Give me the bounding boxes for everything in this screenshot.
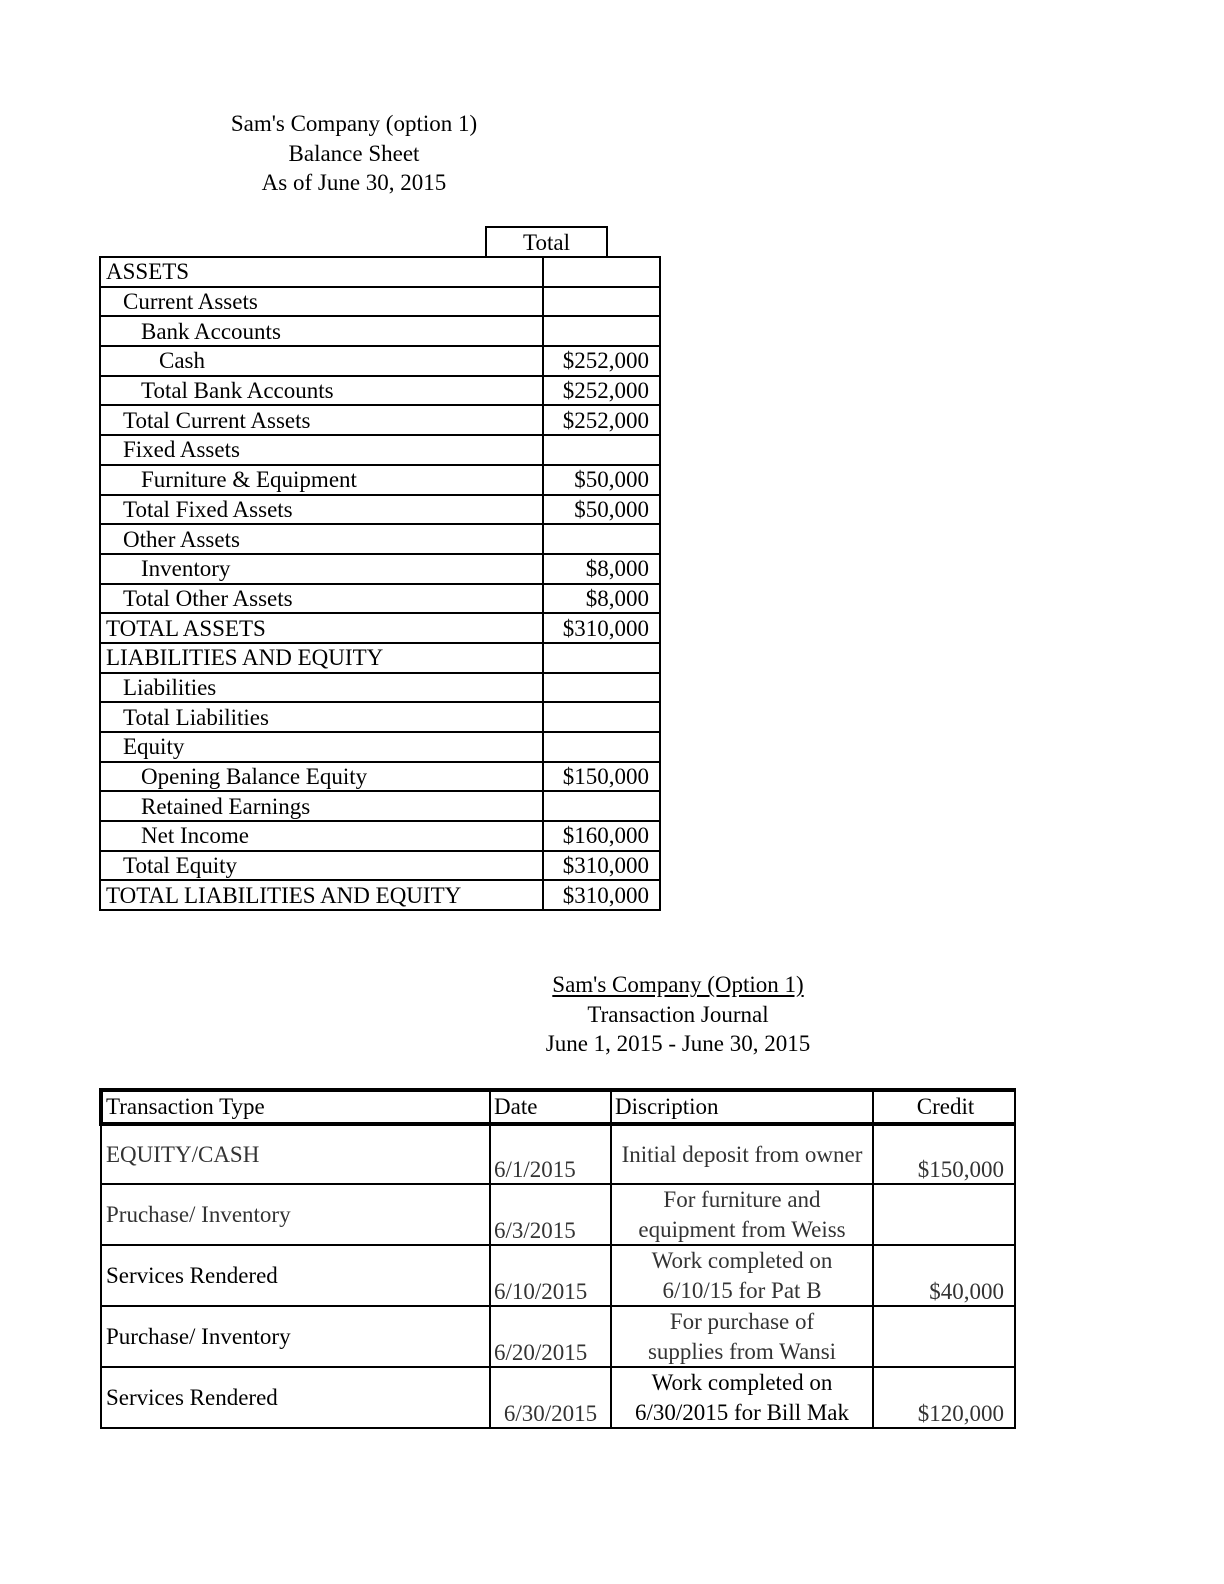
table-row: [100, 732, 660, 762]
table-row: [100, 702, 660, 732]
cell-transaction-type: Pruchase/ Inventory: [101, 1184, 490, 1245]
row-amount: [543, 435, 660, 465]
cell-date: 6/3/2015: [490, 1184, 611, 1245]
table-row: [100, 821, 660, 851]
table-row: [100, 435, 660, 465]
cell-credit: $150,000: [873, 1124, 1015, 1184]
header-date: Date: [490, 1090, 611, 1124]
table-row: [101, 1184, 1015, 1245]
cell-date: 6/30/2015: [490, 1367, 611, 1428]
description-line: Work completed on: [651, 1370, 833, 1395]
row-amount: $150,000: [543, 762, 660, 792]
table-row: [100, 643, 660, 673]
table-row: [100, 465, 660, 495]
table-row: [100, 316, 660, 346]
header-credit: Credit: [873, 1090, 1015, 1124]
cell-description: [611, 1124, 873, 1184]
cell-date: 6/10/2015: [490, 1245, 611, 1306]
description-line: Work completed on: [651, 1248, 833, 1273]
cell-description: [611, 1184, 873, 1245]
table-row: [100, 376, 660, 406]
row-label: Current Assets: [100, 287, 543, 317]
balance-sheet-report-name: Balance Sheet: [288, 140, 420, 166]
cell-date: 6/20/2015: [490, 1306, 611, 1367]
row-amount: $160,000: [543, 821, 660, 851]
cell-description: [611, 1367, 873, 1428]
row-label: Bank Accounts: [100, 316, 543, 346]
row-amount: [543, 732, 660, 762]
table-row: [100, 524, 660, 554]
row-label: Total Current Assets: [100, 405, 543, 435]
row-amount: $8,000: [543, 584, 660, 614]
table-row: [101, 1124, 1015, 1184]
row-label: Furniture & Equipment: [100, 465, 543, 495]
header-description: Discription: [611, 1090, 873, 1124]
row-label: Fixed Assets: [100, 435, 543, 465]
row-label: Cash: [100, 346, 543, 376]
cell-credit: [873, 1184, 1015, 1245]
journal-title-block: [478, 970, 878, 1059]
row-amount: $50,000: [543, 465, 660, 495]
table-row: [101, 1367, 1015, 1428]
row-label: Total Other Assets: [100, 584, 543, 614]
transaction-journal-table: [99, 1088, 1016, 1429]
row-label: Total Fixed Assets: [100, 495, 543, 525]
row-amount: $252,000: [543, 405, 660, 435]
row-amount: [543, 702, 660, 732]
cell-description: [611, 1245, 873, 1306]
row-amount: $252,000: [543, 346, 660, 376]
row-amount: $310,000: [543, 613, 660, 643]
row-label: ASSETS: [100, 257, 543, 287]
cell-transaction-type: Purchase/ Inventory: [101, 1306, 490, 1367]
row-label: TOTAL ASSETS: [100, 613, 543, 643]
description-line: equipment from Weiss: [638, 1216, 846, 1242]
row-amount: [543, 524, 660, 554]
description-line: 6/30/2015 for Bill Mak: [634, 1399, 850, 1425]
description-line: For purchase of: [669, 1309, 815, 1334]
cell-transaction-type: EQUITY/CASH: [101, 1124, 490, 1184]
row-amount: $252,000: [543, 376, 660, 406]
row-amount: $310,000: [543, 851, 660, 881]
cell-description: [611, 1306, 873, 1367]
description-line: 6/10/15 for Pat B: [662, 1277, 822, 1303]
table-row: [100, 791, 660, 821]
table-row: [100, 495, 660, 525]
row-label: Liabilities: [100, 673, 543, 703]
table-row: [100, 287, 660, 317]
balance-sheet-table: [99, 256, 661, 911]
balance-sheet-date: As of June 30, 2015: [261, 170, 447, 195]
row-label: Total Liabilities: [100, 702, 543, 732]
table-row: [101, 1245, 1015, 1306]
journal-report-name: Transaction Journal: [587, 1001, 769, 1027]
row-amount: [543, 316, 660, 346]
journal-company: Sam's Company (Option 1): [552, 972, 804, 997]
cell-credit: $120,000: [873, 1367, 1015, 1428]
balance-sheet-total-header: Total: [485, 226, 608, 256]
journal-period: June 1, 2015 - June 30, 2015: [545, 1031, 811, 1056]
cell-date: 6/1/2015: [490, 1124, 611, 1184]
cell-transaction-type: Services Rendered: [101, 1367, 490, 1428]
table-row: [100, 880, 660, 910]
cell-credit: [873, 1306, 1015, 1367]
table-header-row: [101, 1090, 1015, 1124]
row-amount: [543, 673, 660, 703]
row-label: Net Income: [100, 821, 543, 851]
header-transaction-type: Transaction Type: [101, 1090, 490, 1124]
table-row: [100, 851, 660, 881]
row-label: Opening Balance Equity: [100, 762, 543, 792]
row-label: LIABILITIES AND EQUITY: [100, 643, 543, 673]
row-amount: [543, 791, 660, 821]
row-label: TOTAL LIABILITIES AND EQUITY: [100, 880, 543, 910]
row-label: Total Equity: [100, 851, 543, 881]
row-amount: [543, 643, 660, 673]
table-row: [100, 613, 660, 643]
table-row: [100, 762, 660, 792]
row-amount: $50,000: [543, 495, 660, 525]
row-label: Other Assets: [100, 524, 543, 554]
cell-transaction-type: Services Rendered: [101, 1245, 490, 1306]
table-row: [101, 1306, 1015, 1367]
row-label: Equity: [100, 732, 543, 762]
table-row: [100, 673, 660, 703]
balance-sheet-title-block: [204, 109, 504, 198]
row-label: Total Bank Accounts: [100, 376, 543, 406]
table-row: [100, 584, 660, 614]
description-line: supplies from Wansi: [647, 1338, 837, 1364]
table-row: [100, 405, 660, 435]
description-line: For furniture and: [663, 1187, 821, 1212]
description-line: Initial deposit from owner: [621, 1141, 863, 1167]
row-amount: $8,000: [543, 554, 660, 584]
table-row: [100, 257, 660, 287]
balance-sheet-company: Sam's Company (option 1): [230, 111, 478, 136]
cell-credit: $40,000: [873, 1245, 1015, 1306]
row-amount: [543, 257, 660, 287]
table-row: [100, 346, 660, 376]
row-label: Retained Earnings: [100, 791, 543, 821]
row-amount: $310,000: [543, 880, 660, 910]
row-label: Inventory: [100, 554, 543, 584]
table-row: [100, 554, 660, 584]
row-amount: [543, 287, 660, 317]
